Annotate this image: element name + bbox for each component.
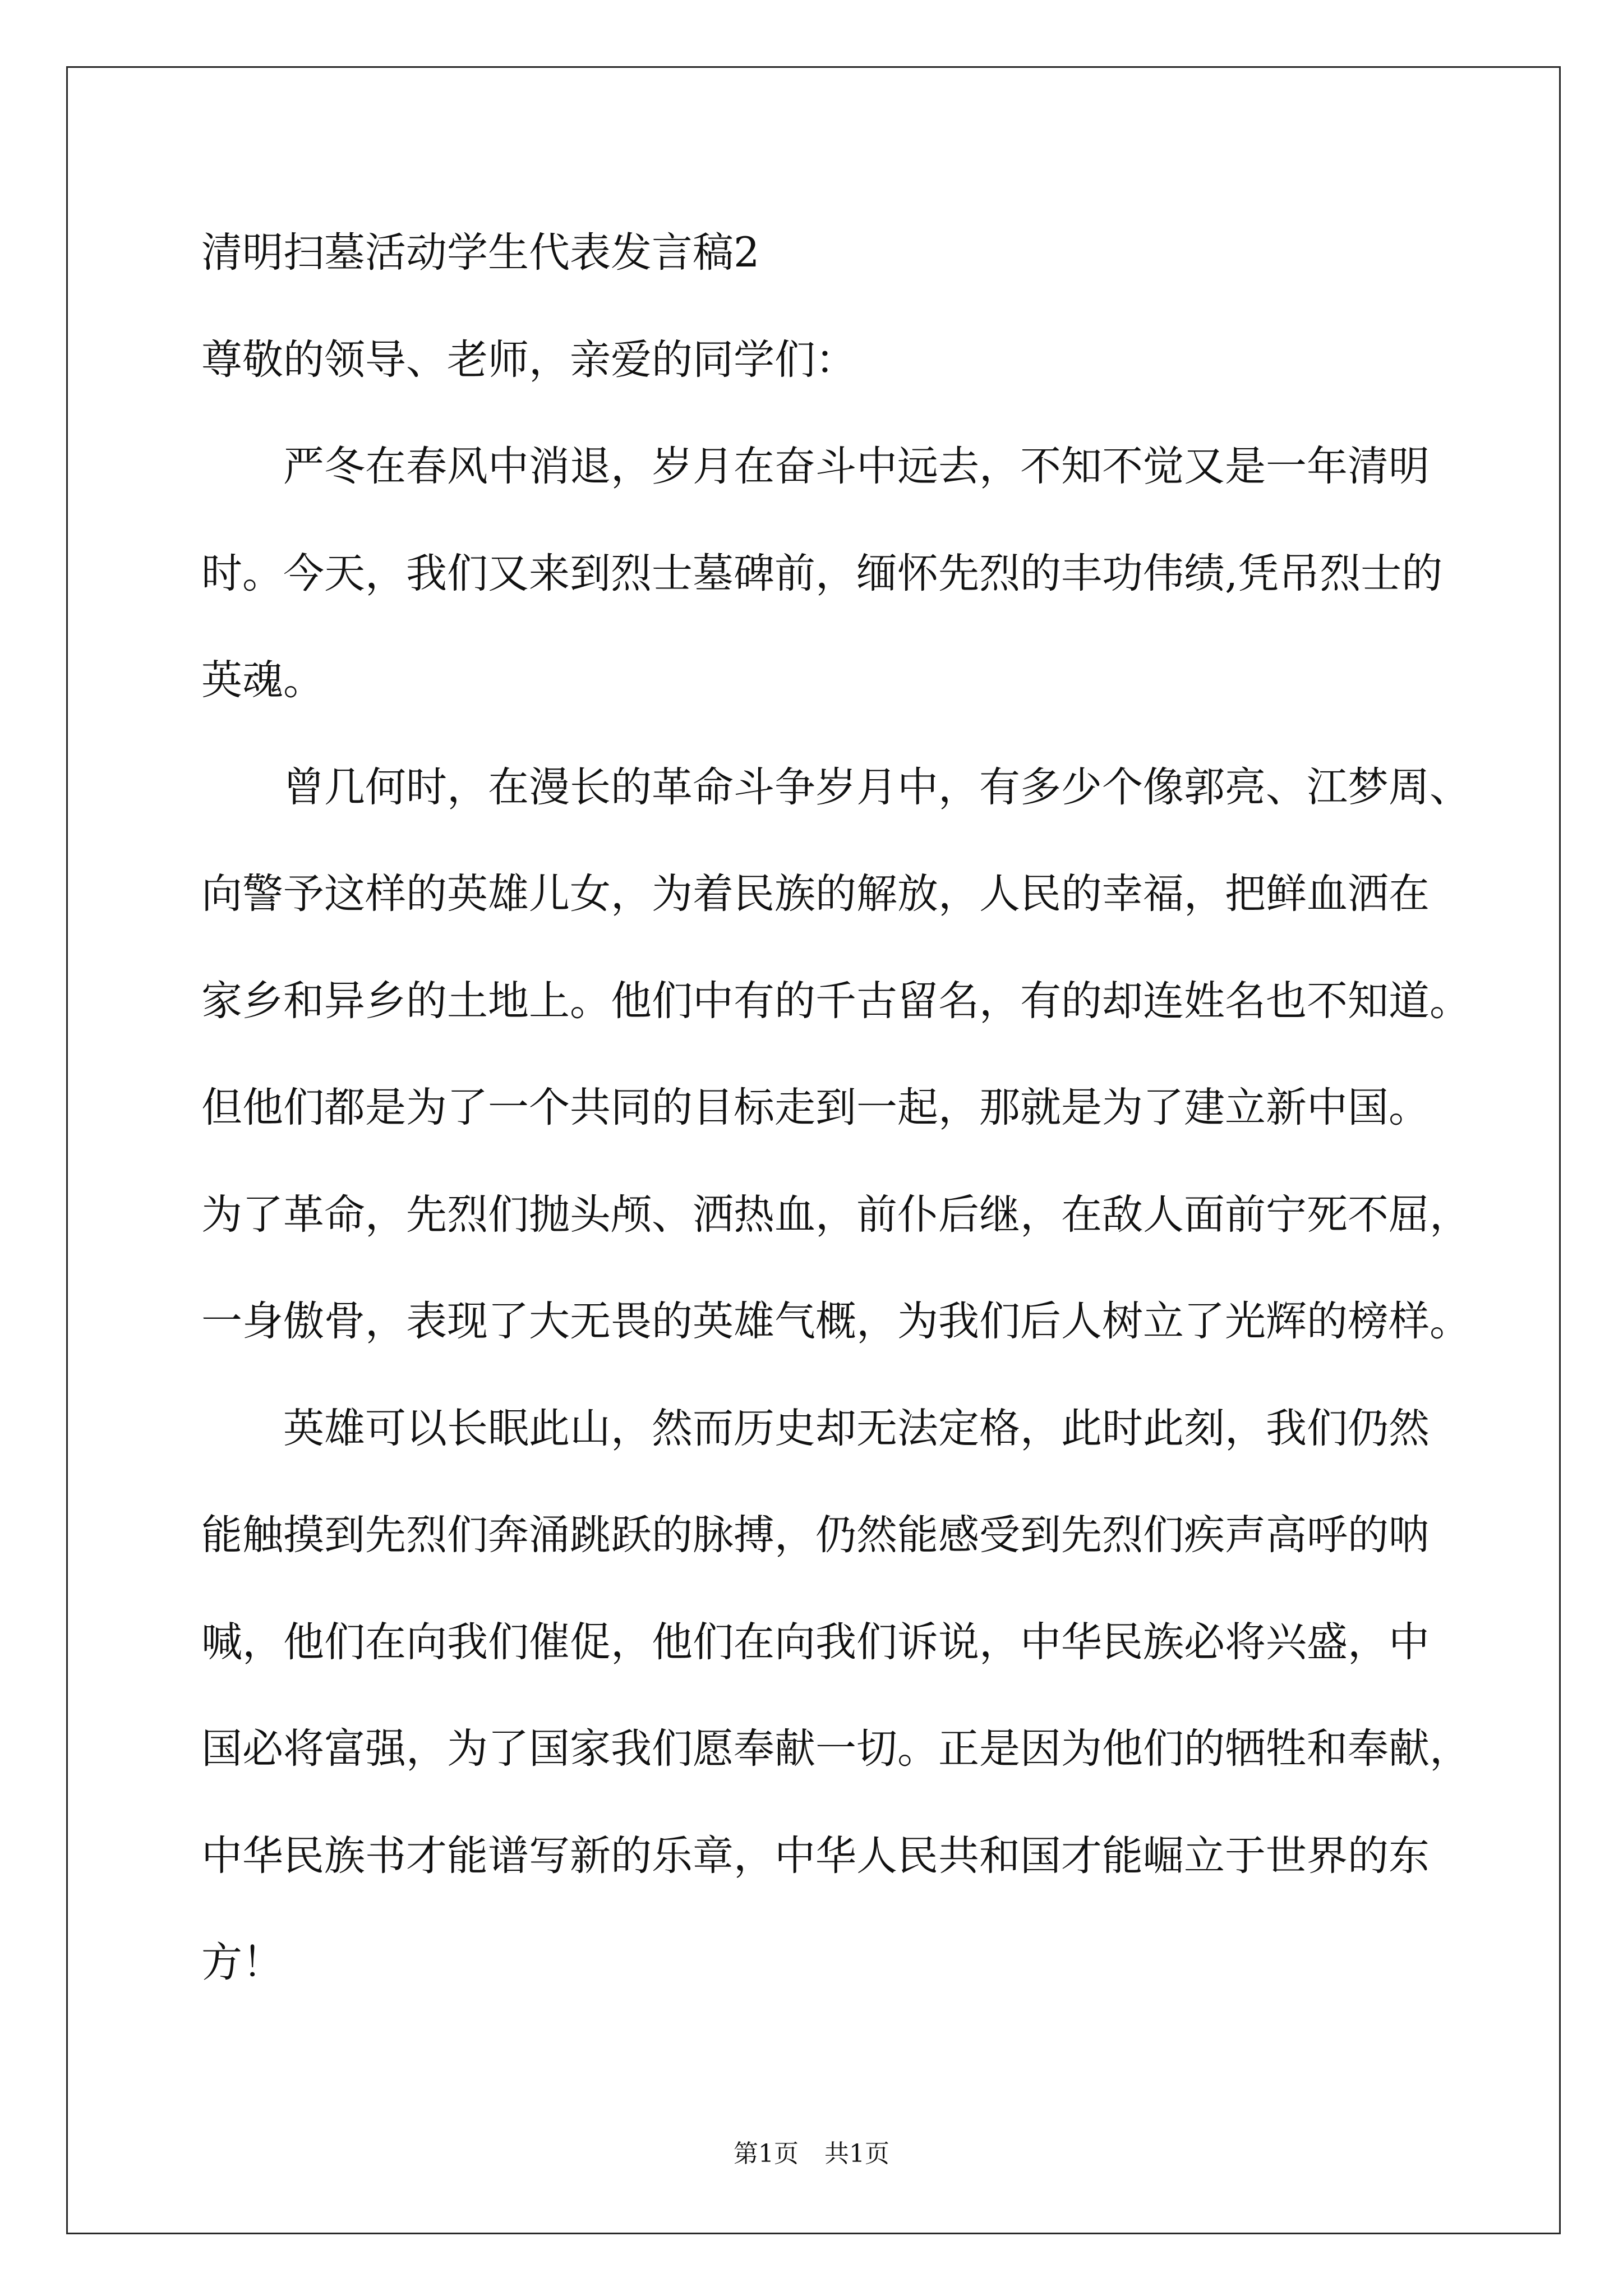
- paragraph-line: 为了革命，先烈们抛头颅、洒热血，前仆后继，在敌人面前宁死不屈，: [201, 1190, 1470, 1239]
- salutation: 尊敬的领导、老师，亲爱的同学们：: [201, 335, 856, 384]
- document-body: [201, 200, 1508, 2017]
- page-footer: [0, 2137, 1623, 2171]
- paragraph-line: 但他们都是为了一个共同的目标走到一起，那就是为了建立新中国。: [201, 1084, 1430, 1131]
- paragraph-line: 曾几何时，在漫长的革命斗争岁月中，有多少个像郭亮、江梦周、: [283, 763, 1470, 811]
- page-total: 共1页: [824, 2139, 889, 2168]
- paragraph-line: 英雄可以长眠此山，然而历史却无法定格，此时此刻，我们仍然: [283, 1404, 1430, 1452]
- document-title: 清明扫墓活动学生代表发言稿2: [201, 229, 760, 277]
- paragraph-line: 严冬在春风中消退，岁月在奋斗中远去，不知不觉又是一年清明: [283, 443, 1430, 490]
- paragraph-line: 家乡和异乡的土地上。他们中有的千古留名，有的却连姓名也不知道。: [201, 977, 1470, 1025]
- paragraph-line: 中华民族书才能谱写新的乐章，中华人民共和国才能崛立于世界的东: [201, 1832, 1430, 1880]
- paragraph: [201, 1375, 1508, 2017]
- paragraph-line: 喊，他们在向我们催促，他们在向我们诉说，中华民族必将兴盛，中: [201, 1618, 1430, 1666]
- paragraph: [201, 413, 1508, 734]
- paragraph-line: 能触摸到先烈们奔涌跳跃的脉搏，仍然能感受到先烈们疾声高呼的呐: [201, 1511, 1430, 1559]
- paragraph-line: 向警予这样的英雄儿女，为着民族的解放，人民的幸福，把鲜血洒在: [201, 870, 1430, 918]
- paragraph: [201, 734, 1508, 1375]
- page-number: 第1页: [734, 2139, 799, 2168]
- paragraph-line: 国必将富强，为了国家我们愿奉献一切。正是因为他们的牺牲和奉献，: [201, 1725, 1470, 1773]
- paragraph-line: 英魂。: [201, 656, 324, 704]
- paragraph-line: 一身傲骨，表现了大无畏的英雄气概，为我们后人树立了光辉的榜样。: [201, 1297, 1470, 1345]
- paragraph-line: 时。今天，我们又来到烈士墓碑前，缅怀先烈的丰功伟绩,凭吊烈士的: [201, 549, 1443, 597]
- paragraph-line: 方！: [201, 1939, 283, 1986]
